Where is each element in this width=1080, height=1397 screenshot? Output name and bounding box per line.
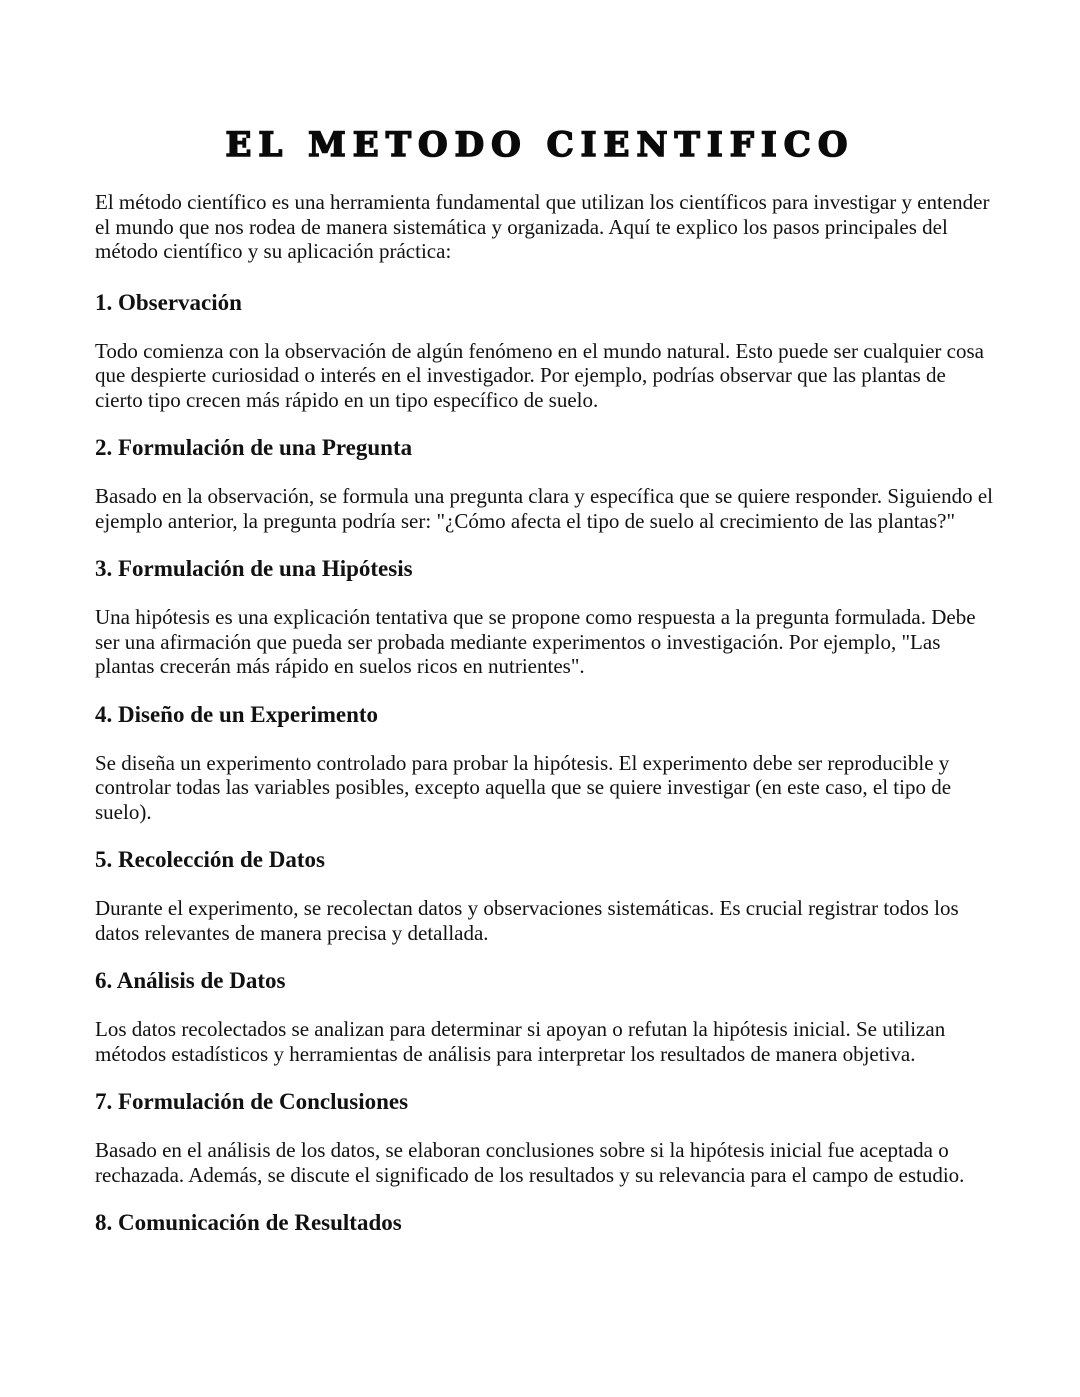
section-heading: 6. Análisis de Datos (95, 968, 286, 993)
section-heading: 5. Recolección de Datos (95, 847, 325, 872)
section-recoleccion (95, 846, 995, 945)
section-body: Basado en el análisis de los datos, se elaboran conclusiones sobre si la hipótesis inicial fue aceptada o rechazada. Además, se discute el significado de los resultados y su relevancia para el campo de estudio. (95, 1138, 965, 1187)
section-body: Durante el experimento, se recolectan datos y observaciones sistemáticas. Es crucial registrar todos los datos relevantes de manera precisa y detallada. (95, 896, 959, 945)
section-body: Todo comienza con la observación de algún fenómeno en el mundo natural. Esto puede ser cualquier cosa que despierte curiosidad o interés en el investigador. Por ejemplo, podrías observar que las plantas de cierto tipo crecen más rápido en un tipo específico de suelo. (95, 338, 984, 412)
section-observacion (95, 289, 995, 413)
section-heading: 7. Formulación de Conclusiones (95, 1089, 409, 1114)
section-heading: 2. Formulación de una Pregunta (95, 435, 413, 460)
intro-paragraph: El método científico es una herramienta fundamental que utilizan los científicos para investigar y entender el mundo que nos rodea de manera sistemática y organizada. Aquí te explico los pasos principales del método científico y su aplicación práctica: (95, 190, 990, 263)
section-heading: 8. Comunicación de Resultados (95, 1210, 402, 1235)
section-conclusiones (95, 1088, 995, 1187)
section-heading: 4. Diseño de un Experimento (95, 701, 379, 727)
section-pregunta (95, 434, 995, 533)
section-heading: 3. Formulación de una Hipótesis (95, 556, 413, 581)
document-content (95, 190, 995, 1237)
section-heading: 1. Observación (95, 289, 242, 315)
document-title: EL METODO CIENTIFICO (225, 125, 855, 165)
section-body: Se diseña un experimento controlado para probar la hipótesis. El experimento debe ser reproducible y controlar todas las variables posibles, excepto aquella que se quiere investigar (en este caso, el tipo de suelo). (95, 750, 952, 824)
section-body: Una hipótesis es una explicación tentativa que se propone como respuesta a la pregunta formulada. Debe ser una afirmación que pueda ser probada mediante experimentos o investigación. Por ejemplo, "Las plantas crecerán más rápido en suelos ricos en nutrientes". (95, 605, 976, 678)
section-hipotesis (95, 555, 995, 679)
section-experimento (95, 701, 995, 825)
section-analisis (95, 967, 995, 1066)
section-comunicacion (95, 1209, 995, 1237)
section-body: Los datos recolectados se analizan para determinar si apoyan o refutan la hipótesis inicial. Se utilizan métodos estadísticos y herramientas de análisis para interpretar los resultados de manera objetiva. (95, 1017, 946, 1066)
section-body: Basado en la observación, se formula una pregunta clara y específica que se quiere responder. Siguiendo el ejemplo anterior, la pregunta podría ser: "¿Cómo afecta el tipo de suelo al crecimiento de las plantas?" (95, 484, 993, 533)
